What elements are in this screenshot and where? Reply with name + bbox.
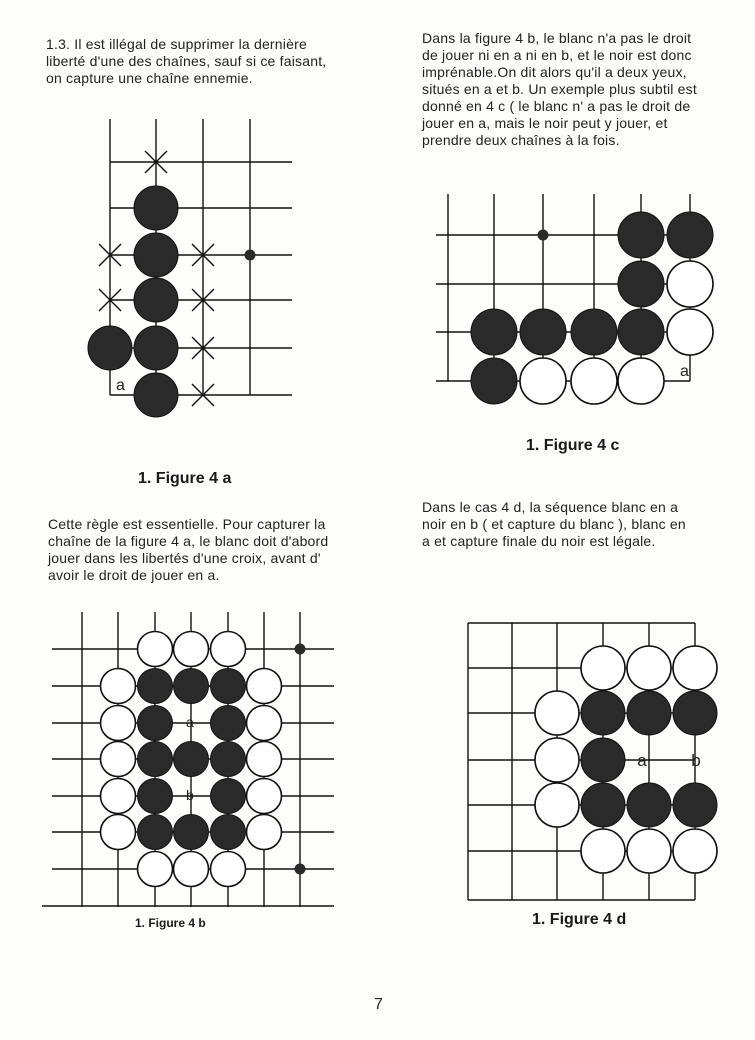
white-stone [101,815,136,850]
black-stone [134,233,178,277]
black-stone [627,783,671,827]
white-stone [211,852,246,887]
black-stone [627,691,671,735]
black-stone [211,779,246,814]
white-stone [138,852,173,887]
marker-dot [245,250,256,261]
white-stone [247,706,282,741]
black-stone [520,309,566,355]
black-stone [134,186,178,230]
page-number: 7 [374,996,383,1013]
white-stone [101,742,136,777]
white-stone [138,632,173,667]
white-stone [247,815,282,850]
white-stone [627,829,671,873]
white-stone [618,358,664,404]
marker-dot [295,864,306,875]
white-stone [673,646,717,690]
figure-4a-board [80,110,310,420]
black-stone [134,373,178,417]
black-stone [138,779,173,814]
figure-4d-board [440,615,720,905]
black-stone [618,309,664,355]
black-stone [571,309,617,355]
white-stone [247,669,282,704]
white-stone [174,632,209,667]
white-stone [174,852,209,887]
case-paragraph: Dans le cas 4 d, la séquence blanc en a noir en b ( et capture du blanc ), blanc en a et capture finale du noir est légale. [422,499,686,549]
black-stone [88,326,132,370]
white-stone [535,691,579,735]
white-stone [247,779,282,814]
white-stone [673,829,717,873]
white-stone [535,783,579,827]
black-stone [581,691,625,735]
white-stone [581,829,625,873]
figure-4c-label-a: a [680,363,689,380]
black-stone [673,783,717,827]
black-stone [138,669,173,704]
figure-4a-marks [88,151,256,417]
figure-4b-marks [101,632,306,887]
black-stone [211,706,246,741]
figure-4d-caption: 1. Figure 4 d [532,911,627,928]
rule-paragraph: 1.3. Il est illégal de supprimer la dernière liberté d'une des chaînes, sauf si ce faisant, on capture une chaîne ennemie. [46,36,327,86]
figure-4c-board [430,185,720,415]
marker-dot [295,644,306,655]
white-stone [627,646,671,690]
black-stone [471,358,517,404]
figure-4b-label-b: b [186,787,194,803]
figure-4a-caption: 1. Figure 4 a [138,470,232,487]
white-stone [535,738,579,782]
white-stone [247,742,282,777]
black-stone [174,815,209,850]
white-stone [571,358,617,404]
black-stone [134,326,178,370]
figure-4b-caption: 1. Figure 4 b [135,916,206,930]
black-stone [618,212,664,258]
figure-4b-board [40,612,340,912]
black-stone [174,669,209,704]
black-stone [618,261,664,307]
white-stone [101,779,136,814]
eye-paragraph: Dans la figure 4 b, le blanc n'a pas le droit de jouer ni en a ni en b, et le noir est donc imprénable.On dit alors qu'il a deux yeux, situés en a et b. Un exemple plus subtil est donné en 4 c ( le blanc n' a pas le droit de jouer en a, mais le noir peut y jouer, et prendre deux chaînes à la fois. [422,30,697,148]
black-stone [211,815,246,850]
marker-dot [538,230,549,241]
figure-4c-caption: 1. Figure 4 c [526,437,620,454]
figure-4a-label-a: a [116,377,125,394]
figure-4d-label-b: b [691,751,701,770]
black-stone [211,669,246,704]
white-stone [667,261,713,307]
black-stone [174,742,209,777]
black-stone [138,706,173,741]
white-stone [667,309,713,355]
black-stone [138,815,173,850]
black-stone [581,783,625,827]
white-stone [101,706,136,741]
black-stone [581,738,625,782]
black-stone [471,309,517,355]
white-stone [101,669,136,704]
black-stone [211,742,246,777]
figure-4d-label-a: a [637,751,647,770]
black-stone [134,278,178,322]
black-stone [138,742,173,777]
black-stone [667,212,713,258]
figure-4c-marks [471,212,713,404]
white-stone [520,358,566,404]
essential-paragraph: Cette règle est essentielle. Pour capturer la chaîne de la figure 4 a, le blanc doit d'abord jouer dans les libertés d'une croix, avant d' avoir le droit de jouer en a. [48,516,329,583]
white-stone [211,632,246,667]
black-stone [673,691,717,735]
figure-4b-label-a: a [186,714,194,730]
white-stone [581,646,625,690]
